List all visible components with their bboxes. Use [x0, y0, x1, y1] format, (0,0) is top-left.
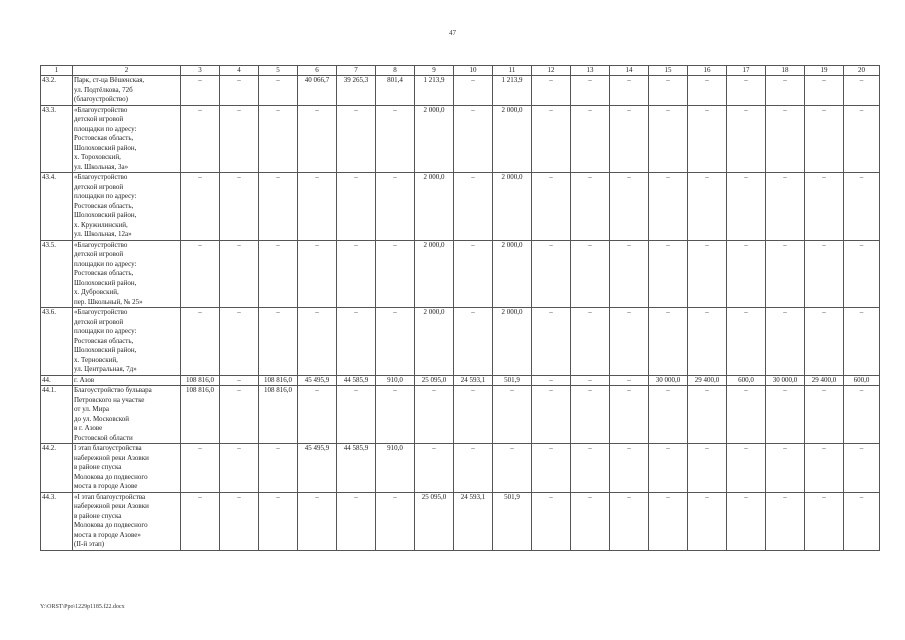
value-cell: –	[454, 105, 493, 173]
value-cell: 25 095,0	[415, 375, 454, 386]
value-cell: –	[415, 386, 454, 444]
value-cell: –	[766, 386, 805, 444]
value-cell: –	[376, 308, 415, 376]
object-name-line: площадки по адресу:	[74, 259, 137, 268]
value-cell: –	[805, 240, 844, 308]
column-number-10: 10	[454, 66, 493, 76]
value-cell: –	[259, 240, 298, 308]
value-cell: –	[259, 308, 298, 376]
object-name-line: Петровского на участке	[74, 395, 145, 404]
object-name-line: Ростовская область,	[74, 201, 134, 210]
value-cell: 108 816,0	[259, 375, 298, 386]
value-cell: –	[610, 386, 649, 444]
object-name-line: «Благоустройство	[74, 105, 128, 114]
value-cell: 30 000,0	[649, 375, 688, 386]
value-cell: –	[454, 386, 493, 444]
row-number: 44.	[41, 375, 73, 386]
object-name-line: Ростовская область,	[74, 134, 134, 142]
value-cell: 2 000,0	[493, 105, 532, 173]
value-cell: 501,9	[493, 492, 532, 550]
value-cell: –	[649, 444, 688, 493]
column-number-9: 9	[415, 66, 454, 76]
row-number: 44.3.	[41, 492, 73, 550]
value-cell: –	[649, 386, 688, 444]
value-cell: –	[298, 173, 337, 241]
value-cell: –	[571, 375, 610, 386]
value-cell: –	[220, 375, 259, 386]
object-name-line: Шолоховский район,	[74, 143, 137, 152]
value-cell: 24 593,1	[454, 375, 493, 386]
row-number: 43.2.	[41, 76, 73, 106]
value-cell: –	[571, 444, 610, 493]
value-cell: –	[805, 173, 844, 241]
row-number: 43.6.	[41, 308, 73, 376]
value-cell: –	[610, 105, 649, 173]
value-cell: 40 066,7	[298, 76, 337, 106]
value-cell: –	[454, 308, 493, 376]
value-cell: –	[805, 386, 844, 444]
value-cell: 2 000,0	[415, 173, 454, 241]
value-cell: 501,9	[493, 375, 532, 386]
value-cell: –	[454, 76, 493, 106]
value-cell: –	[454, 444, 493, 493]
value-cell: –	[844, 386, 880, 444]
value-cell: –	[727, 444, 766, 493]
value-cell: –	[181, 173, 220, 241]
value-cell: –	[493, 386, 532, 444]
value-cell: –	[688, 492, 727, 550]
object-name-cell	[73, 386, 181, 444]
object-name-line: детской игровой	[74, 115, 124, 123]
object-name-line: детской игровой	[74, 317, 124, 326]
object-name-line: Ростовской области	[74, 433, 133, 442]
column-number-17: 17	[727, 66, 766, 76]
value-cell: 1 213,9	[415, 76, 454, 106]
column-number-6: 6	[298, 66, 337, 76]
value-cell: –	[376, 105, 415, 173]
value-cell: –	[298, 105, 337, 173]
value-cell: –	[805, 76, 844, 106]
value-cell: 25 095,0	[415, 492, 454, 550]
column-number-4: 4	[220, 66, 259, 76]
value-cell: –	[532, 308, 571, 376]
object-name-cell	[73, 492, 181, 550]
value-cell: –	[532, 386, 571, 444]
value-cell: 108 816,0	[181, 386, 220, 444]
object-name-line: ул. Школьная, 12а»	[74, 230, 132, 238]
value-cell: –	[844, 444, 880, 493]
row-number: 44.1.	[41, 386, 73, 444]
value-cell: –	[571, 76, 610, 106]
object-name-line: (благоустройство)	[74, 95, 129, 103]
value-cell: 24 593,1	[454, 492, 493, 550]
value-cell: –	[844, 492, 880, 550]
object-name-line: от ул. Мира	[74, 405, 109, 413]
table-row	[41, 240, 880, 308]
value-cell: –	[532, 444, 571, 493]
object-name-cell	[73, 444, 181, 493]
value-cell: –	[649, 240, 688, 308]
value-cell: –	[727, 173, 766, 241]
object-name-line: Шолоховский район,	[74, 278, 137, 287]
value-cell: –	[766, 173, 805, 241]
value-cell: 45 495,9	[298, 444, 337, 493]
value-cell: –	[259, 444, 298, 493]
table-row	[41, 386, 880, 444]
object-name-line: пер. Школьный, № 25»	[74, 297, 143, 306]
value-cell: –	[610, 444, 649, 493]
value-cell: –	[571, 492, 610, 550]
value-cell: –	[688, 173, 727, 241]
budget-table	[40, 65, 880, 551]
value-cell: –	[766, 105, 805, 173]
value-cell: –	[337, 173, 376, 241]
value-cell: –	[610, 492, 649, 550]
column-number-7: 7	[337, 66, 376, 76]
object-name-cell	[73, 76, 181, 106]
value-cell: –	[805, 105, 844, 173]
column-number-5: 5	[259, 66, 298, 76]
value-cell: –	[610, 308, 649, 376]
value-cell: 2 000,0	[493, 308, 532, 376]
object-name-line: детской игровой	[74, 182, 124, 191]
value-cell: –	[766, 76, 805, 106]
value-cell: –	[220, 444, 259, 493]
object-name-line: I этап благоустройства	[74, 444, 142, 452]
object-name-line: Шолоховский район,	[74, 346, 137, 354]
column-number-1: 1	[41, 66, 73, 76]
value-cell: –	[688, 386, 727, 444]
value-cell: –	[844, 240, 880, 308]
value-cell: –	[493, 444, 532, 493]
value-cell: –	[727, 105, 766, 173]
value-cell: 44 585,9	[337, 375, 376, 386]
table-row	[41, 173, 880, 241]
value-cell: –	[259, 173, 298, 241]
object-name-line: Молокова до подвесного	[74, 521, 148, 529]
object-name-line: ул. Центральная, 7д»	[74, 365, 137, 373]
object-name-line: набережной реки Азовки	[74, 502, 149, 510]
column-number-2: 2	[73, 66, 181, 76]
value-cell: –	[727, 240, 766, 308]
value-cell: –	[376, 492, 415, 550]
value-cell: –	[610, 173, 649, 241]
value-cell: 2 000,0	[493, 173, 532, 241]
row-number: 43.5.	[41, 240, 73, 308]
column-number-18: 18	[766, 66, 805, 76]
object-name-cell	[73, 375, 181, 386]
column-number-row	[41, 66, 880, 76]
object-name-line: «Благоустройство	[74, 240, 128, 249]
value-cell: –	[649, 76, 688, 106]
value-cell: –	[571, 386, 610, 444]
value-cell: –	[181, 444, 220, 493]
object-name-line: моста в городе Азове»	[74, 530, 141, 539]
object-name-line: Ростовская область,	[74, 336, 134, 345]
column-number-13: 13	[571, 66, 610, 76]
table-row	[41, 444, 880, 493]
value-cell: –	[337, 105, 376, 173]
value-cell: –	[298, 386, 337, 444]
value-cell: –	[220, 105, 259, 173]
object-name-cell	[73, 240, 181, 308]
value-cell: 108 816,0	[181, 375, 220, 386]
object-name-line: Парк, ст-ца Вёшенская,	[74, 76, 145, 84]
value-cell: –	[571, 240, 610, 308]
object-name-line: (II-й этап)	[74, 540, 105, 548]
value-cell: 600,0	[844, 375, 880, 386]
object-name-line: х. Терновский,	[74, 355, 118, 364]
object-name-line: Шолоховский район,	[74, 211, 137, 219]
value-cell: –	[805, 444, 844, 493]
table-row	[41, 308, 880, 376]
value-cell: –	[688, 308, 727, 376]
value-cell: –	[259, 105, 298, 173]
object-name-line: Ростовская область,	[74, 269, 134, 277]
object-name-line: площадки по адресу:	[74, 192, 137, 200]
value-cell: 44 585,9	[337, 444, 376, 493]
value-cell: –	[571, 308, 610, 376]
value-cell: –	[727, 76, 766, 106]
value-cell: –	[181, 105, 220, 173]
value-cell: –	[805, 308, 844, 376]
object-name-line: х. Кружилинский,	[74, 220, 128, 229]
column-number-3: 3	[181, 66, 220, 76]
object-name-cell	[73, 105, 181, 173]
row-number: 43.3.	[41, 105, 73, 173]
value-cell: 600,0	[727, 375, 766, 386]
value-cell: 910,0	[376, 375, 415, 386]
value-cell: –	[649, 173, 688, 241]
value-cell: –	[259, 492, 298, 550]
value-cell: –	[376, 386, 415, 444]
value-cell: –	[688, 240, 727, 308]
row-number: 44.2.	[41, 444, 73, 493]
value-cell: –	[337, 308, 376, 376]
value-cell: –	[571, 173, 610, 241]
value-cell: –	[688, 76, 727, 106]
object-name-line: в г. Азове	[74, 424, 103, 432]
value-cell: –	[844, 308, 880, 376]
object-name-line: площадки по адресу:	[74, 124, 137, 133]
value-cell: –	[844, 76, 880, 106]
value-cell: –	[727, 492, 766, 550]
column-number-14: 14	[610, 66, 649, 76]
value-cell: 30 000,0	[766, 375, 805, 386]
object-name-line: в районе спуска	[74, 511, 122, 520]
value-cell: –	[337, 386, 376, 444]
value-cell: –	[766, 492, 805, 550]
value-cell: –	[415, 444, 454, 493]
table-row	[41, 375, 880, 386]
value-cell: –	[649, 308, 688, 376]
value-cell: –	[259, 76, 298, 106]
column-number-11: 11	[493, 66, 532, 76]
value-cell: –	[220, 386, 259, 444]
value-cell: 39 265,3	[337, 76, 376, 106]
table-row	[41, 492, 880, 550]
value-cell: –	[454, 240, 493, 308]
value-cell: –	[376, 173, 415, 241]
object-name-line: х. Дубровский,	[74, 288, 119, 296]
object-name-cell	[73, 173, 181, 241]
value-cell: –	[610, 76, 649, 106]
value-cell: –	[688, 444, 727, 493]
value-cell: –	[532, 240, 571, 308]
value-cell: 910,0	[376, 444, 415, 493]
table-row	[41, 76, 880, 106]
object-name-line: до ул. Московской	[74, 414, 130, 423]
object-name-line: «I этап благоустройства	[74, 492, 146, 501]
value-cell: –	[532, 492, 571, 550]
value-cell: 29 400,0	[688, 375, 727, 386]
value-cell: –	[532, 76, 571, 106]
value-cell: –	[532, 173, 571, 241]
value-cell: –	[766, 444, 805, 493]
column-number-8: 8	[376, 66, 415, 76]
value-cell: 2 000,0	[415, 308, 454, 376]
value-cell: 801,4	[376, 76, 415, 106]
object-name-line: ул. Подтёлкова, 72б	[74, 85, 133, 94]
value-cell: –	[220, 240, 259, 308]
object-name-cell	[73, 308, 181, 376]
object-name-line: г. Азов	[74, 375, 95, 384]
column-number-15: 15	[649, 66, 688, 76]
column-number-20: 20	[844, 66, 880, 76]
value-cell: –	[532, 375, 571, 386]
value-cell: 1 213,9	[493, 76, 532, 106]
table-row	[41, 105, 880, 173]
column-number-12: 12	[532, 66, 571, 76]
value-cell: –	[766, 308, 805, 376]
value-cell: –	[649, 105, 688, 173]
value-cell: –	[181, 492, 220, 550]
value-cell: –	[844, 105, 880, 173]
object-name-line: в районе спуска	[74, 463, 122, 471]
object-name-line: Благоустройство бульвара	[74, 386, 152, 394]
object-name-line: детской игровой	[74, 250, 124, 258]
value-cell: –	[298, 308, 337, 376]
value-cell: –	[337, 240, 376, 308]
value-cell: –	[220, 492, 259, 550]
value-cell: –	[181, 76, 220, 106]
value-cell: –	[844, 173, 880, 241]
value-cell: –	[220, 76, 259, 106]
object-name-line: набережной реки Азовки	[74, 453, 149, 462]
value-cell: –	[571, 105, 610, 173]
object-name-line: «Благоустройство	[74, 308, 128, 316]
value-cell: –	[610, 375, 649, 386]
value-cell: –	[766, 240, 805, 308]
object-name-line: площадки по адресу:	[74, 327, 137, 335]
value-cell: –	[376, 240, 415, 308]
value-cell: –	[298, 240, 337, 308]
value-cell: 45 495,9	[298, 375, 337, 386]
value-cell: –	[220, 308, 259, 376]
file-path-footer: Y:\ORST\Ppo\1229p1185.f22.docx	[40, 604, 125, 610]
value-cell: –	[298, 492, 337, 550]
value-cell: –	[805, 492, 844, 550]
value-cell: –	[532, 105, 571, 173]
value-cell: –	[727, 386, 766, 444]
column-number-16: 16	[688, 66, 727, 76]
value-cell: –	[688, 105, 727, 173]
value-cell: –	[454, 173, 493, 241]
value-cell: –	[220, 173, 259, 241]
object-name-line: ул. Школьная, 3а»	[74, 162, 129, 171]
value-cell: –	[181, 308, 220, 376]
value-cell: –	[337, 492, 376, 550]
object-name-line: «Благоустройство	[74, 173, 128, 181]
page-number: 47	[449, 29, 456, 37]
value-cell: 2 000,0	[415, 240, 454, 308]
value-cell: 108 816,0	[259, 386, 298, 444]
value-cell: 2 000,0	[493, 240, 532, 308]
value-cell: –	[610, 240, 649, 308]
object-name-line: моста в городе Азове	[74, 482, 138, 490]
value-cell: –	[649, 492, 688, 550]
row-number: 43.4.	[41, 173, 73, 241]
column-number-19: 19	[805, 66, 844, 76]
object-name-line: Молокова до подвесного	[74, 472, 148, 481]
value-cell: 29 400,0	[805, 375, 844, 386]
value-cell: –	[181, 240, 220, 308]
object-name-line: х. Тороховский,	[74, 153, 121, 161]
value-cell: –	[727, 308, 766, 376]
value-cell: 2 000,0	[415, 105, 454, 173]
